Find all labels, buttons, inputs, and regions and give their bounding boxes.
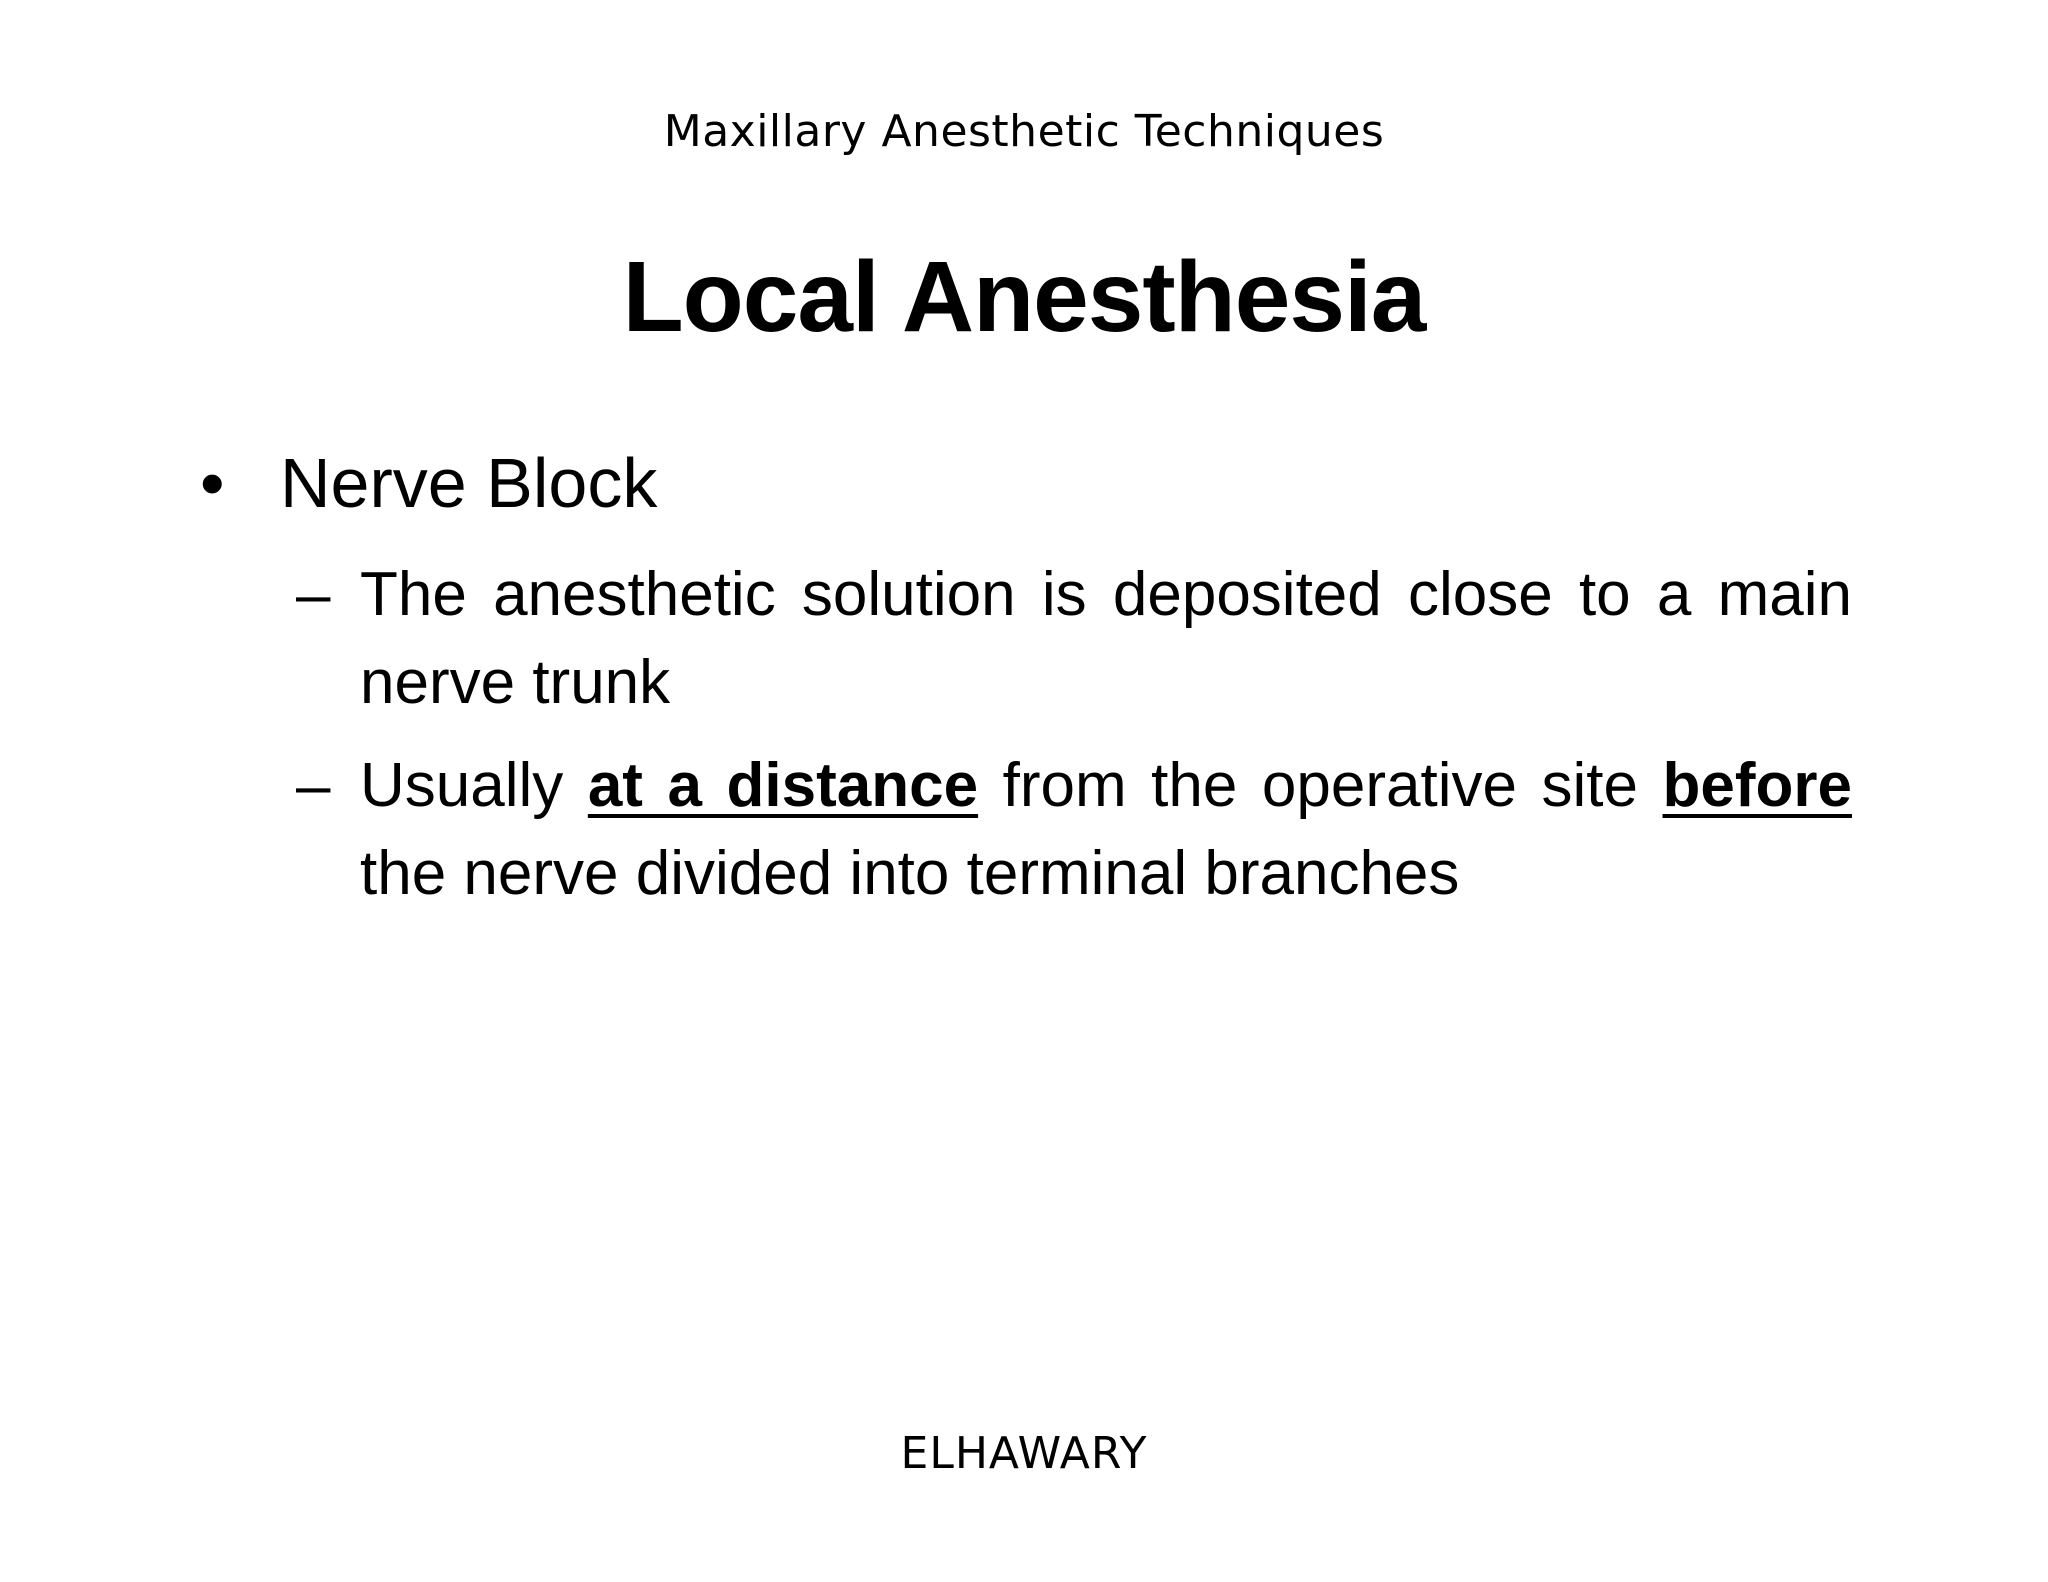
emphasis-before: before [1662,751,1852,820]
sub-bullet-dash: – [296,560,331,629]
bullet-label: Nerve Block [280,444,658,522]
sub-bullet-2 [296,742,1852,918]
slide-header: Maxillary Anesthetic Techniques [663,106,1385,157]
emphasis-at-a-distance: at a distance [587,751,979,820]
slide-title: Local Anesthesia [622,241,1426,353]
sub-bullet-dash: – [296,751,331,820]
sub-bullet-2-text [360,742,1852,918]
bullet-dot: • [200,444,225,522]
bullet-nerve-block [200,440,657,526]
sub-bullet-1 [296,551,1852,727]
sub-bullet-2-part2: from the operative site [978,751,1663,820]
sub-bullet-2-part1: Usually [360,751,588,820]
sub-bullet-2-part3: the nerve divided into terminal branches [360,839,1460,908]
slide-footer: ELHAWARY [900,1428,1148,1479]
sub-bullet-1-text: The anesthetic solution is deposited close to a main nerve trunk [360,560,1852,717]
